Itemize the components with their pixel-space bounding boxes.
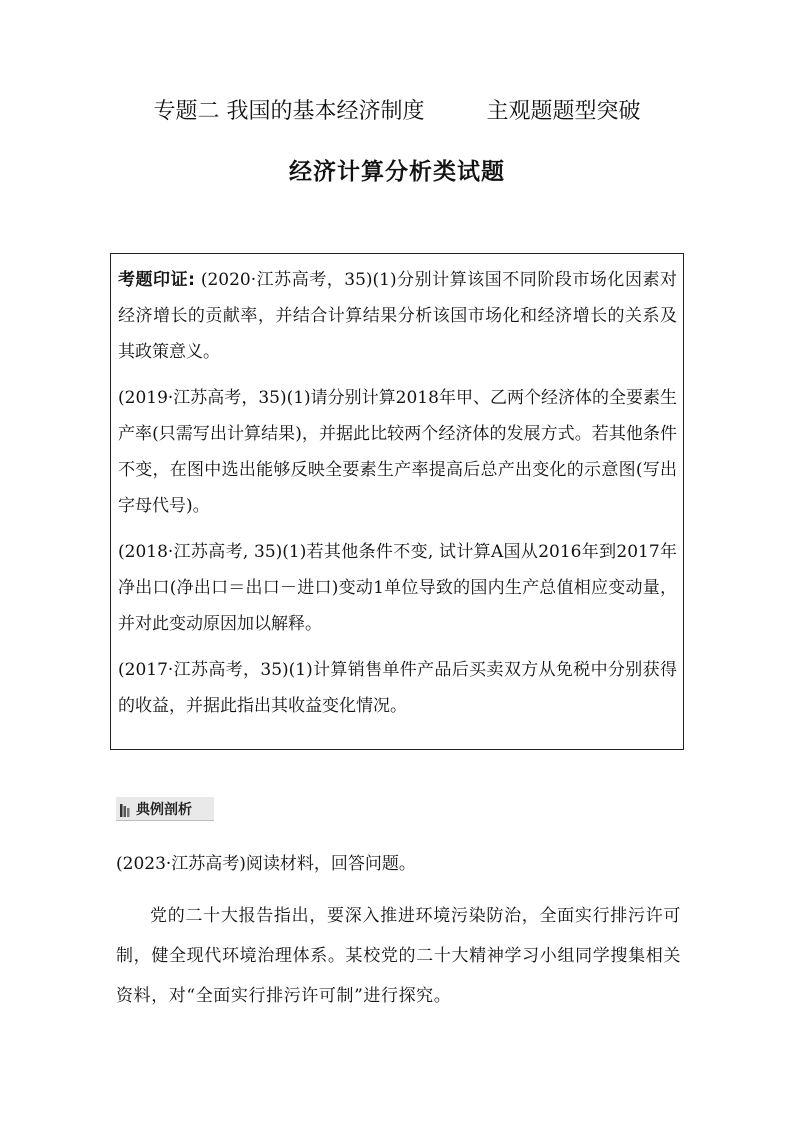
question-material: 党的二十大报告指出，要深入推进环境污染防治，全面实行排污许可制，健全现代环境治理体系。某校党的二十大精神学习小组同学搜集相关资料，对“全面实行排污许可制”进行探究。 bbox=[116, 906, 681, 1006]
page-title bbox=[0, 97, 794, 127]
exam-evidence-item bbox=[118, 262, 677, 370]
subtitle: 主观题题型突破 bbox=[486, 99, 641, 124]
section-bar-icon bbox=[120, 802, 130, 815]
section-label: 典例剖析 bbox=[136, 801, 192, 818]
exam-evidence-box bbox=[110, 253, 684, 750]
example-analysis-header bbox=[116, 797, 214, 821]
exam-evidence-item: (2017·江苏高考，35)(1)计算销售单件产品后买卖双方从免税中分别获得的收益，并据此指出其收益变化情况。 bbox=[118, 660, 677, 716]
exam-evidence-item: (2018·江苏高考, 35)(1)若其他条件不变, 试计算A国从2016年到2017年净出口(净出口＝出口－进口)变动1单位导致的国内生产总值相应变动量，并对此变动原因加以解释。 bbox=[118, 542, 677, 634]
section-heading: 经济计算分析类试题 bbox=[289, 159, 505, 185]
question-source: (2023·江苏高考)阅读材料，回答问题。 bbox=[116, 854, 416, 874]
topic-title: 专题二 我国的基本经济制度 bbox=[153, 99, 425, 124]
exam-evidence-item: (2019·江苏高考，35)(1)请分别计算2018年甲、乙两个经济体的全要素生产率(只需写出计算结果)，并据此比较两个经济体的发展方式。若其他条件不变，在图中选出能够反映全要素生产率提高后总产出变化的示意图(写出字母代号)。 bbox=[118, 388, 677, 516]
exam-evidence-label: 考题印证: bbox=[118, 270, 195, 290]
exam-evidence-text: (2020·江苏高考，35)(1)分别计算该国不同阶段市场化因素对经济增长的贡献率，并结合计算结果分析该国市场化和经济增长的关系及其政策意义。 bbox=[118, 270, 677, 362]
